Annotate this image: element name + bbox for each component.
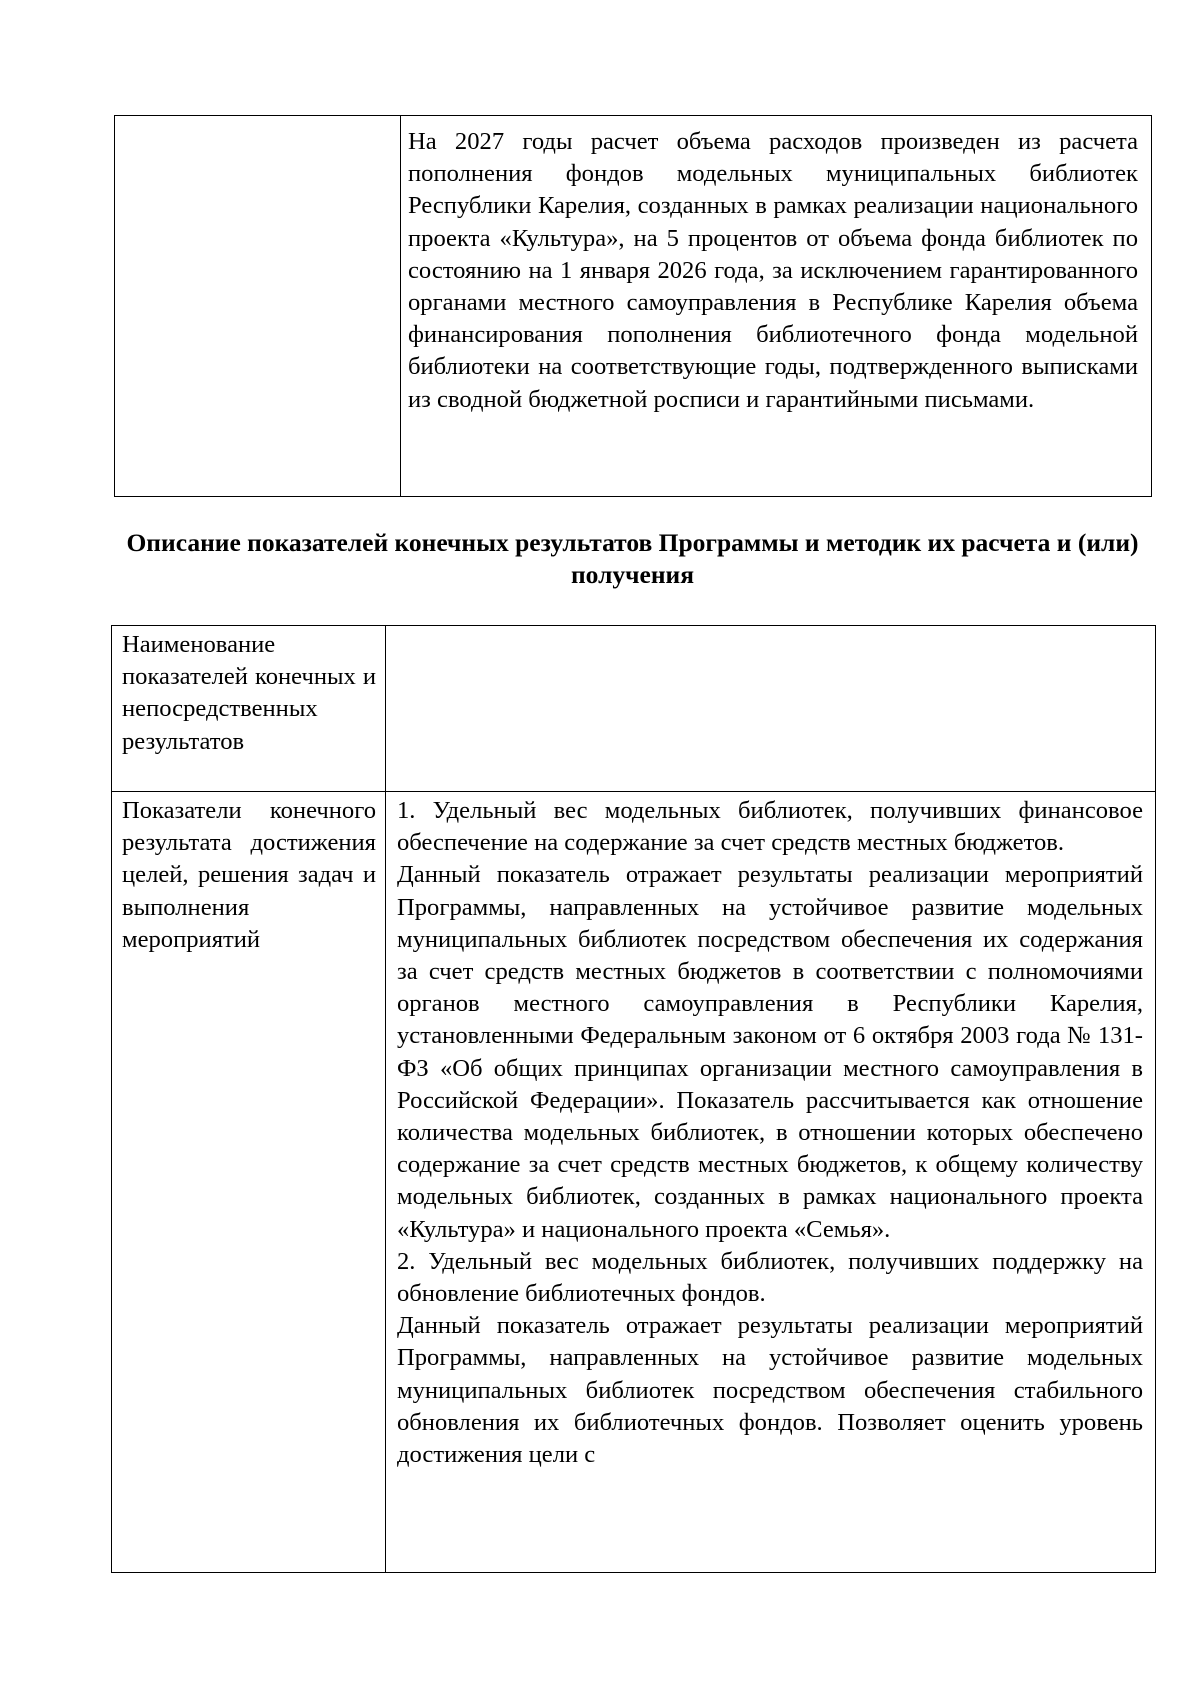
indicator-1-description: Данный показатель отражает результаты реализации мероприятий Программы, направленных на устойчивое развитие модельных муниципальных библиотек посредством обеспечения их содержания за счет средств местных бюджетов в соответствии с полномочиями органов местного самоуправления в Республики Карелия, установленными Федеральным законом от 6 октября 2003 года № 131-ФЗ «Об общих принципах организации местного самоуправления в Российской Федерации». Показатель рассчитывается как отношение количества модельных библиотек, в отношении которых обеспечено содержание за счет средств местных бюджетов, к общему количеству модельных библиотек, созданных в рамках национального проекта «Культура» и национального проекта «Семья». bbox=[397, 861, 1143, 1243]
indicator-name-label: Наименование показателей конечных и непосредственных результатов bbox=[122, 631, 376, 755]
final-result-description bbox=[397, 795, 1143, 1572]
table-row bbox=[112, 792, 1156, 1573]
expense-calculation-text: На 2027 годы расчет объема расходов произведен из расчета пополнения фондов модельных муниципальных библиотек Республики Карелия, созданных в рамках реализации национального проекта «Культура», на 5 процентов от объема фонда библиотек по состоянию на 1 января 2026 года, за исключением гарантированного органами местного самоуправления в Республике Карелия объема финансирования пополнения библиотечного фонда модельной библиотеки на соответствующие годы, подтвержденного выписками из сводной бюджетной росписи и гарантийными письмами. bbox=[408, 128, 1138, 413]
final-result-description-cell bbox=[386, 792, 1156, 1573]
table-row bbox=[112, 626, 1156, 792]
continuation-table bbox=[114, 115, 1152, 497]
table-row bbox=[115, 116, 1152, 497]
indicator-2-description: Данный показатель отражает результаты реализации мероприятий Программы, направленных на устойчивое развитие модельных муниципальных библиотек посредством обеспечения стабильного обновления их библиотечных фондов. Позволяет оценить уровень достижения цели с bbox=[397, 1312, 1143, 1469]
final-result-label: Показатели конечного результата достижения целей, решения задач и выполнения мероприятий bbox=[122, 797, 376, 953]
indicator-name-label-cell bbox=[112, 626, 386, 792]
expense-calculation-cell bbox=[401, 116, 1152, 497]
indicator-table bbox=[111, 625, 1156, 1573]
indicator-name-value-cell bbox=[386, 626, 1156, 792]
final-result-label-cell bbox=[112, 792, 386, 1573]
empty-cell bbox=[115, 116, 401, 497]
section-heading: Описание показателей конечных результатов Программы и методик их расчета и (или) получения bbox=[126, 528, 1139, 589]
indicator-1-title: 1. Удельный вес модельных библиотек, получивших финансовое обеспечение на содержание за счет средств местных бюджетов. bbox=[397, 797, 1143, 857]
indicator-2-title: 2. Удельный вес модельных библиотек, получивших поддержку на обновление библиотечных фондов. bbox=[397, 1247, 1143, 1308]
